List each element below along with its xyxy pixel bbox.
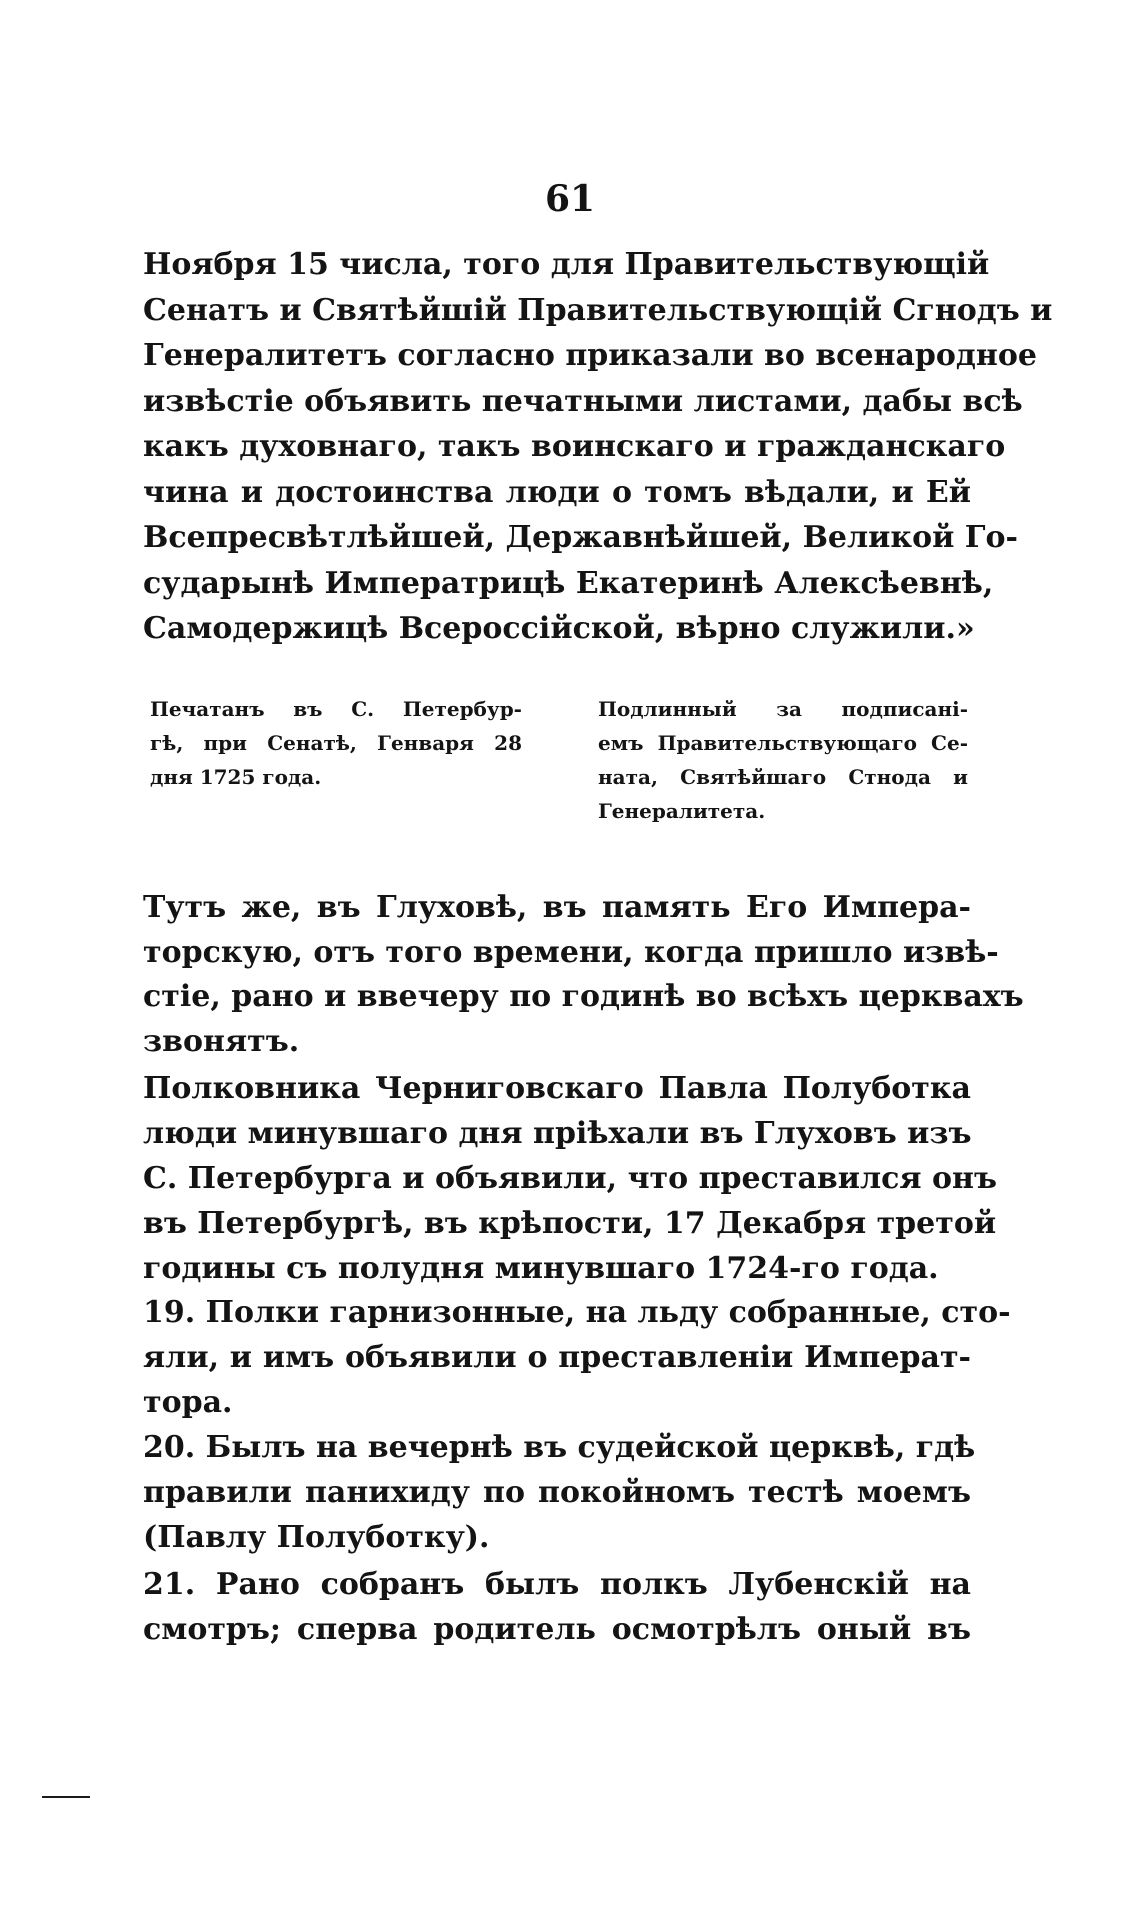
text-line: Полковника Черниговскаго Павла Полуботка — [143, 1071, 971, 1106]
text-line: С. Петербурга и объявили, что преставился онъ — [143, 1161, 997, 1196]
text-line: 20. Былъ на вечернѣ въ судейской церквѣ, гдѣ — [143, 1430, 976, 1465]
footer-rule — [42, 1796, 90, 1798]
paragraph-entry-19 — [143, 1290, 1011, 1425]
paragraph-glukhov-bells — [143, 886, 1024, 1064]
text-line: стіе, рано и ввечеру по годинѣ во всѣхъ церквахъ — [143, 979, 1024, 1014]
page-number: 61 — [544, 178, 596, 220]
text-line: люди минувшаго дня пріѣхали въ Глуховъ изъ — [143, 1116, 972, 1151]
text-line: Тутъ же, въ Глуховѣ, въ память Его Импера- — [143, 890, 971, 925]
imprint-note — [150, 692, 522, 794]
text-line: смотръ; сперва родитель осмотрѣлъ оный въ — [143, 1612, 971, 1647]
note-line: Печатанъ въ С. Петербур- — [150, 697, 522, 721]
text-line: 21. Рано собранъ былъ полкъ Лубенскій на — [143, 1567, 971, 1602]
text-line: торскую, отъ того времени, когда пришло извѣ- — [143, 934, 999, 970]
text-line: въ Петербургѣ, въ крѣпости, 17 Декабря третой — [143, 1206, 997, 1241]
note-line: дня 1725 года. — [150, 765, 322, 789]
paragraph-decree-ending — [143, 242, 1053, 652]
text-line: какъ духовнаго, такъ воинскаго и гражданскаго — [143, 429, 1006, 464]
paragraph-polubotok-news — [143, 1066, 997, 1291]
paragraph-entry-20 — [143, 1425, 976, 1560]
note-line: емъ Правительствующаго Се- — [598, 731, 968, 755]
note-line: гѣ, при Сенатѣ, Генваря 28 — [150, 731, 522, 755]
text-line: 19. Полки гарнизонные, на льду собранные, сто- — [143, 1295, 1011, 1330]
text-line: тора. — [143, 1385, 233, 1420]
text-line: чина и достоинства люди о томъ вѣдали, и Ей — [143, 474, 971, 510]
text-line: Генералитетъ согласно приказали во всенародное — [143, 338, 1037, 373]
text-line: звонятъ. — [143, 1023, 300, 1059]
note-line: ната, Святѣйшаго Стнода и — [598, 765, 968, 789]
text-line: (Павлу Полуботку). — [143, 1520, 490, 1555]
text-line: яли, и имъ объявили о преставленіи Императ- — [143, 1340, 971, 1375]
text-line: сударынѣ Императрицѣ Екатеринѣ Алексѣевнѣ, — [143, 565, 994, 601]
note-line: Подлинный за подписані- — [598, 697, 968, 721]
text-line: Сенатъ и Святѣйшій Правительствующій Сгнодъ и — [143, 292, 1053, 328]
text-line: правили панихиду по покойномъ тестѣ моемъ — [143, 1475, 971, 1510]
text-line: Ноября 15 числа, того для Правительствующій — [143, 247, 990, 282]
paragraph-entry-21 — [143, 1562, 971, 1652]
text-line: Самодержицѣ Всероссійской, вѣрно служили.» — [143, 611, 975, 646]
text-line: годины съ полудня минувшаго 1724-го года. — [143, 1251, 939, 1286]
note-line: Генералитета. — [598, 799, 766, 823]
text-line: извѣстіе объявить печатными листами, дабы всѣ — [143, 383, 1023, 419]
text-line: Всепресвѣтлѣйшей, Державнѣйшей, Великой Го- — [143, 520, 1018, 555]
signature-note — [598, 692, 968, 828]
